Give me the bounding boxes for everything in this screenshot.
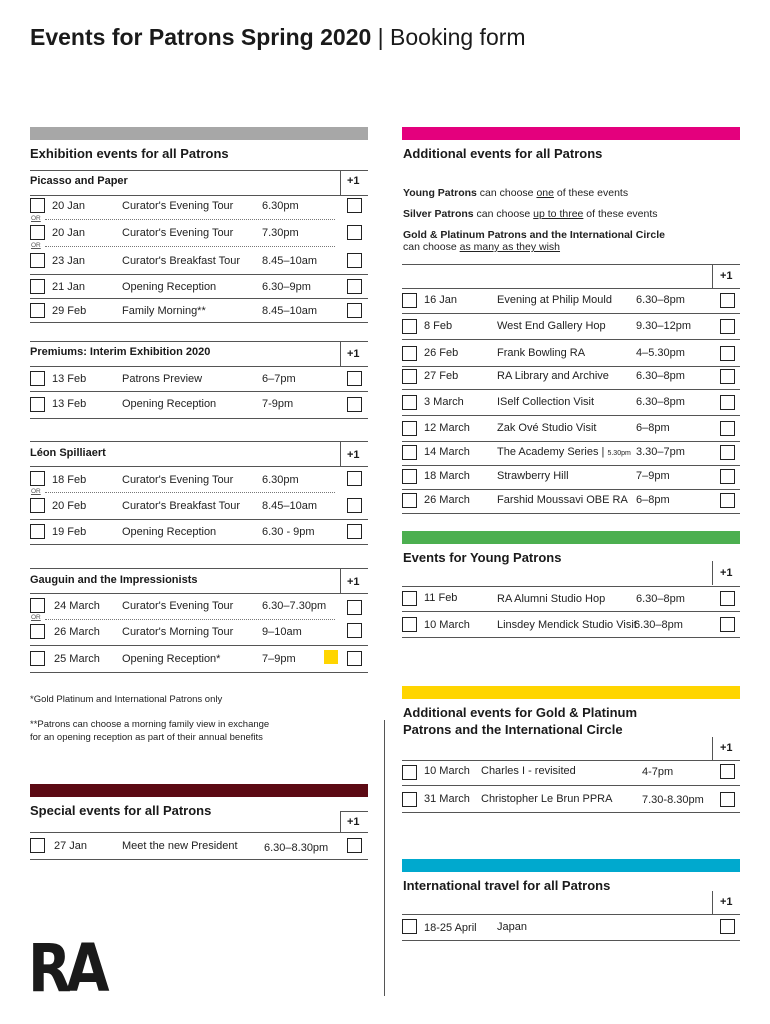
- silver-rule-bold: Silver Patrons: [403, 208, 474, 220]
- divider: [402, 785, 740, 786]
- gold-rule: [403, 241, 560, 253]
- checkbox-additional-4[interactable]: [402, 369, 417, 384]
- event-name: Curator's Morning Tour: [122, 626, 234, 638]
- plus-one-checkbox[interactable]: [720, 369, 735, 384]
- silver-rule-underline: up to three: [533, 208, 584, 220]
- event-time: 4–5.30pm: [636, 347, 685, 359]
- event-name: Opening Reception: [122, 398, 217, 410]
- event-name-text: Zak Ové Studio Visit: [497, 422, 597, 434]
- section-title-premiums: Premiums: Interim Exhibition 2020: [30, 346, 211, 358]
- event-name-text: West End Gallery Hop: [497, 320, 606, 332]
- checkbox-gold-1[interactable]: [402, 765, 417, 780]
- event-name: Patrons Preview: [122, 373, 203, 385]
- yellow-marker: [324, 650, 338, 664]
- event-date: 23 Jan: [52, 255, 86, 267]
- event-time: 8.45–10am: [262, 500, 318, 512]
- event-time: 6.30–8pm: [636, 370, 685, 382]
- event-date: 10 March: [424, 765, 470, 777]
- event-name: Meet the new President: [122, 840, 238, 852]
- event-date: 29 Feb: [52, 305, 87, 317]
- divider: [402, 760, 740, 761]
- divider: [30, 341, 368, 342]
- ra-logo: RA: [28, 930, 105, 1007]
- plus-one-label: +1: [720, 896, 733, 908]
- event-time: 6.30–8pm: [636, 294, 685, 306]
- checkbox-gauguin-2[interactable]: [30, 624, 45, 639]
- event-date: 16 Jan: [424, 294, 458, 306]
- event-time: 6–7pm: [262, 373, 296, 385]
- plus-one-checkbox[interactable]: [347, 198, 362, 213]
- young-rule-text: can choose: [476, 187, 537, 199]
- divider: [402, 914, 740, 915]
- maroon-bar: [30, 784, 368, 797]
- divider: [30, 593, 368, 594]
- column-divider: [384, 720, 385, 996]
- event-name: Opening Reception: [122, 526, 217, 538]
- magenta-bar: [402, 127, 740, 140]
- checkbox-additional-9[interactable]: [402, 493, 417, 508]
- event-name: Curator's Breakfast Tour: [122, 500, 241, 512]
- event-name-text: RA Library and Archive: [497, 370, 609, 382]
- event-date: 27 Jan: [54, 840, 88, 852]
- checkbox-leon-1[interactable]: [30, 471, 45, 486]
- divider: [402, 441, 740, 442]
- event-name: [497, 422, 596, 434]
- checkbox-young-1[interactable]: [402, 591, 417, 606]
- event-time: 7–9pm: [262, 653, 296, 665]
- event-date: 13 Feb: [52, 373, 87, 385]
- event-date: 20 Jan: [52, 227, 86, 239]
- plus-one-label: +1: [720, 567, 733, 579]
- event-date: 10 March: [424, 619, 470, 631]
- checkbox-leon-3[interactable]: [30, 524, 45, 539]
- divider: [30, 519, 368, 520]
- checkbox-travel-1[interactable]: [402, 919, 417, 934]
- divider: [30, 366, 368, 367]
- event-time: 6.30–7.30pm: [262, 600, 327, 612]
- divider: [402, 313, 740, 314]
- title-light: Booking form: [390, 24, 526, 50]
- young-rule-underline: one: [536, 187, 554, 199]
- event-name: Opening Reception: [122, 281, 217, 293]
- event-date: 19 Feb: [52, 526, 87, 538]
- event-name: Curator's Breakfast Tour: [122, 255, 241, 267]
- footnote-family-2: for an opening reception as part of their annual benefits: [30, 732, 263, 743]
- event-date: 24 March: [54, 600, 100, 612]
- yellow-bar: [402, 686, 740, 699]
- event-time: 7.30-8.30pm: [642, 794, 704, 806]
- plus-one-checkbox[interactable]: [720, 395, 735, 410]
- divider: [402, 637, 740, 638]
- plus-one-checkbox[interactable]: [347, 623, 362, 638]
- event-time: 6–8pm: [636, 422, 670, 434]
- checkbox-additional-3[interactable]: [402, 346, 417, 361]
- footnote-family-1: **Patrons can choose a morning family view in exchange: [30, 719, 270, 730]
- divider: [402, 513, 740, 514]
- divider: [45, 246, 335, 247]
- event-date: 14 March: [424, 446, 470, 458]
- plus-one-checkbox[interactable]: [720, 421, 735, 436]
- event-date: 27 Feb: [424, 370, 459, 382]
- event-name: Christopher Le Brun PPRA: [481, 793, 613, 805]
- checkbox-premiums-1[interactable]: [30, 371, 45, 386]
- divider: [30, 195, 368, 196]
- event-time: 6.30pm: [262, 200, 299, 212]
- event-time: 8.45–10am: [262, 255, 318, 267]
- gray-bar: [30, 127, 368, 140]
- checkbox-picasso-5[interactable]: [30, 303, 45, 318]
- special-heading: Special events for all Patrons: [30, 803, 212, 818]
- event-time: 6.30 - 9pm: [262, 526, 315, 538]
- plus-divider: [340, 811, 341, 833]
- divider: [45, 492, 335, 493]
- divider: [402, 366, 740, 367]
- plus-one-checkbox[interactable]: [347, 225, 362, 240]
- plus-one-checkbox[interactable]: [720, 617, 735, 632]
- plus-one-checkbox[interactable]: [347, 397, 362, 412]
- event-name: [497, 396, 594, 408]
- plus-one-label: +1: [347, 175, 360, 187]
- divider: [402, 339, 740, 340]
- event-name: Family Morning**: [122, 305, 206, 317]
- event-date: 25 March: [54, 653, 100, 665]
- event-name: Curator's Evening Tour: [122, 200, 234, 212]
- plus-divider: [712, 737, 713, 760]
- divider: [402, 389, 740, 390]
- event-time: 9–10am: [262, 626, 302, 638]
- or-label: OR: [31, 614, 41, 621]
- plus-one-checkbox[interactable]: [720, 445, 735, 460]
- divider: [402, 415, 740, 416]
- event-name: [497, 446, 631, 458]
- green-bar: [402, 531, 740, 544]
- event-name: Curator's Evening Tour: [122, 227, 234, 239]
- divider: [45, 219, 335, 220]
- event-date: 20 Jan: [52, 200, 86, 212]
- cyan-bar: [402, 859, 740, 872]
- title-bold: Events for Patrons Spring 2020: [30, 24, 372, 50]
- divider: [402, 489, 740, 490]
- event-time: 7-9pm: [262, 398, 294, 410]
- plus-divider: [340, 568, 341, 594]
- checkbox-gauguin-1[interactable]: [30, 598, 45, 613]
- divider: [30, 859, 368, 860]
- gold-rule-bold: Gold & Platinum Patrons and the International Circle: [403, 229, 665, 241]
- event-time: 6.30–8pm: [636, 593, 685, 605]
- plus-divider: [340, 170, 341, 196]
- section-title-leon: Léon Spilliaert: [30, 447, 106, 459]
- plus-one-label: +1: [347, 348, 360, 360]
- event-date: 8 Feb: [424, 320, 453, 332]
- checkbox-gauguin-3[interactable]: [30, 651, 45, 666]
- plus-one-checkbox[interactable]: [720, 469, 735, 484]
- plus-divider: [340, 341, 341, 367]
- event-date: 18 Feb: [52, 474, 87, 486]
- divider: [30, 170, 368, 171]
- divider: [30, 274, 368, 275]
- checkbox-additional-1[interactable]: [402, 293, 417, 308]
- plus-one-label: +1: [720, 270, 733, 282]
- divider: [30, 441, 368, 442]
- plus-divider: [712, 891, 713, 914]
- event-name: [497, 370, 609, 382]
- plus-one-checkbox[interactable]: [347, 651, 362, 666]
- young-heading: Events for Young Patrons: [403, 550, 562, 565]
- plus-one-checkbox[interactable]: [347, 371, 362, 386]
- event-time: 7.30pm: [262, 227, 299, 239]
- divider: [30, 298, 368, 299]
- event-name-text: ISelf Collection Visit: [497, 396, 595, 408]
- event-name: [497, 320, 606, 332]
- young-rule: [403, 187, 628, 199]
- event-time: 6.30–8.30pm: [264, 842, 329, 854]
- event-name: Japan: [497, 921, 527, 933]
- divider: [30, 645, 368, 646]
- checkbox-picasso-4[interactable]: [30, 279, 45, 294]
- divider: [30, 568, 368, 569]
- checkbox-additional-2[interactable]: [402, 319, 417, 334]
- event-time: 6.30pm: [262, 474, 299, 486]
- event-time: 3.30–7pm: [636, 446, 685, 458]
- event-name: [497, 494, 628, 506]
- section-title-gauguin: Gauguin and the Impressionists: [30, 574, 198, 586]
- silver-rule: [403, 208, 658, 220]
- divider: [30, 544, 368, 545]
- event-time: 6.30–8pm: [634, 619, 683, 631]
- young-rule-text-2: of these events: [553, 187, 629, 199]
- divider: [402, 586, 740, 587]
- divider: [30, 832, 368, 833]
- event-time: 9.30–12pm: [636, 320, 692, 332]
- event-date: 3 March: [424, 396, 464, 408]
- plus-one-checkbox[interactable]: [720, 919, 735, 934]
- event-name: [497, 470, 569, 482]
- checkbox-special-1[interactable]: [30, 838, 45, 853]
- silver-rule-text-2: of these events: [583, 208, 658, 220]
- event-date: 12 March: [424, 422, 470, 434]
- plus-one-checkbox[interactable]: [347, 600, 362, 615]
- event-date: 31 March: [424, 793, 470, 805]
- checkbox-picasso-3[interactable]: [30, 253, 45, 268]
- event-name-text: Farshid Moussavi OBE RA: [497, 494, 628, 506]
- event-date: 13 Feb: [52, 398, 87, 410]
- plus-one-label: +1: [347, 576, 360, 588]
- checkbox-young-2[interactable]: [402, 617, 417, 632]
- footnote-gold: *Gold Platinum and International Patrons only: [30, 694, 223, 705]
- event-name: [497, 347, 585, 359]
- or-label: OR: [31, 215, 41, 222]
- checkbox-gold-2[interactable]: [402, 792, 417, 807]
- event-name: Curator's Evening Tour: [122, 600, 234, 612]
- event-date: 18 March: [424, 470, 470, 482]
- plus-one-checkbox[interactable]: [347, 279, 362, 294]
- gold-rule-underline: as many as they wish: [459, 241, 561, 253]
- event-name-text: Frank Bowling RA: [497, 347, 586, 359]
- plus-one-checkbox[interactable]: [720, 319, 735, 334]
- exhibition-heading: Exhibition events for all Patrons: [30, 146, 229, 161]
- event-time: 7–9pm: [636, 470, 670, 482]
- event-name-text: Strawberry Hill: [497, 470, 569, 482]
- checkbox-picasso-1[interactable]: [30, 198, 45, 213]
- plus-divider: [712, 264, 713, 289]
- plus-one-checkbox[interactable]: [720, 293, 735, 308]
- or-label: OR: [31, 242, 41, 249]
- plus-one-checkbox[interactable]: [347, 838, 362, 853]
- divider: [30, 418, 368, 419]
- checkbox-leon-2[interactable]: [30, 498, 45, 513]
- event-date: 26 Feb: [424, 347, 459, 359]
- divider: [402, 812, 740, 813]
- plus-one-label: +1: [347, 816, 360, 828]
- plus-one-checkbox[interactable]: [347, 253, 362, 268]
- checkbox-additional-8[interactable]: [402, 469, 417, 484]
- event-name: [497, 294, 612, 306]
- title-separator: |: [371, 24, 391, 50]
- checkbox-additional-5[interactable]: [402, 395, 417, 410]
- divider: [340, 811, 368, 812]
- plus-one-checkbox[interactable]: [720, 346, 735, 361]
- checkbox-additional-7[interactable]: [402, 445, 417, 460]
- event-date: 26 March: [54, 626, 100, 638]
- event-note: 5.30pm: [607, 450, 631, 457]
- plus-divider: [712, 561, 713, 585]
- event-date: 18-25 April: [424, 922, 477, 934]
- plus-divider: [340, 441, 341, 467]
- silver-rule-text: can choose: [473, 208, 534, 220]
- gold-heading-line-1: Additional events for Gold & Platinum: [403, 705, 638, 720]
- checkbox-additional-6[interactable]: [402, 421, 417, 436]
- gold-heading-line-2: Patrons and the International Circle: [403, 722, 623, 737]
- event-time: 4-7pm: [642, 766, 674, 778]
- plus-one-label: +1: [720, 742, 733, 754]
- plus-one-checkbox[interactable]: [347, 471, 362, 486]
- event-date: 21 Jan: [52, 281, 86, 293]
- plus-one-checkbox[interactable]: [720, 792, 735, 807]
- plus-one-checkbox[interactable]: [347, 524, 362, 539]
- event-name: Opening Reception*: [122, 653, 221, 665]
- event-time: 6.30–8pm: [636, 396, 685, 408]
- divider: [30, 672, 368, 673]
- event-date: 20 Feb: [52, 500, 87, 512]
- divider: [402, 264, 740, 265]
- event-name: Charles I - revisited: [481, 765, 576, 777]
- event-time: 8.45–10am: [262, 305, 318, 317]
- divider: [402, 288, 740, 289]
- event-date: 26 March: [424, 494, 470, 506]
- divider: [30, 466, 368, 467]
- checkbox-picasso-2[interactable]: [30, 225, 45, 240]
- plus-one-checkbox[interactable]: [720, 591, 735, 606]
- event-name-text: Evening at Philip Mould: [497, 294, 612, 306]
- event-time: 6.30–9pm: [262, 281, 311, 293]
- plus-one-checkbox[interactable]: [347, 303, 362, 318]
- divider: [30, 322, 368, 323]
- divider: [402, 465, 740, 466]
- plus-one-checkbox[interactable]: [347, 498, 362, 513]
- section-title-picasso: Picasso and Paper: [30, 175, 128, 187]
- event-date: 11 Feb: [424, 592, 458, 604]
- travel-heading: International travel for all Patrons: [403, 878, 611, 893]
- plus-one-checkbox[interactable]: [720, 493, 735, 508]
- checkbox-premiums-2[interactable]: [30, 397, 45, 412]
- or-label: OR: [31, 488, 41, 495]
- divider: [30, 391, 368, 392]
- gold-rule-text: can choose: [403, 241, 460, 253]
- divider: [402, 940, 740, 941]
- event-name-text: The Academy Series |: [497, 446, 605, 458]
- event-name: Linsdey Mendick Studio Visit: [497, 619, 637, 631]
- divider: [45, 619, 335, 620]
- page-title: [30, 24, 526, 51]
- young-rule-bold: Young Patrons: [403, 187, 477, 199]
- event-name: RA Alumni Studio Hop: [497, 593, 606, 605]
- additional-heading: Additional events for all Patrons: [403, 146, 603, 161]
- plus-one-checkbox[interactable]: [720, 764, 735, 779]
- event-name: Curator's Evening Tour: [122, 474, 234, 486]
- plus-one-label: +1: [347, 449, 360, 461]
- divider: [402, 611, 740, 612]
- event-time: 6–8pm: [636, 494, 670, 506]
